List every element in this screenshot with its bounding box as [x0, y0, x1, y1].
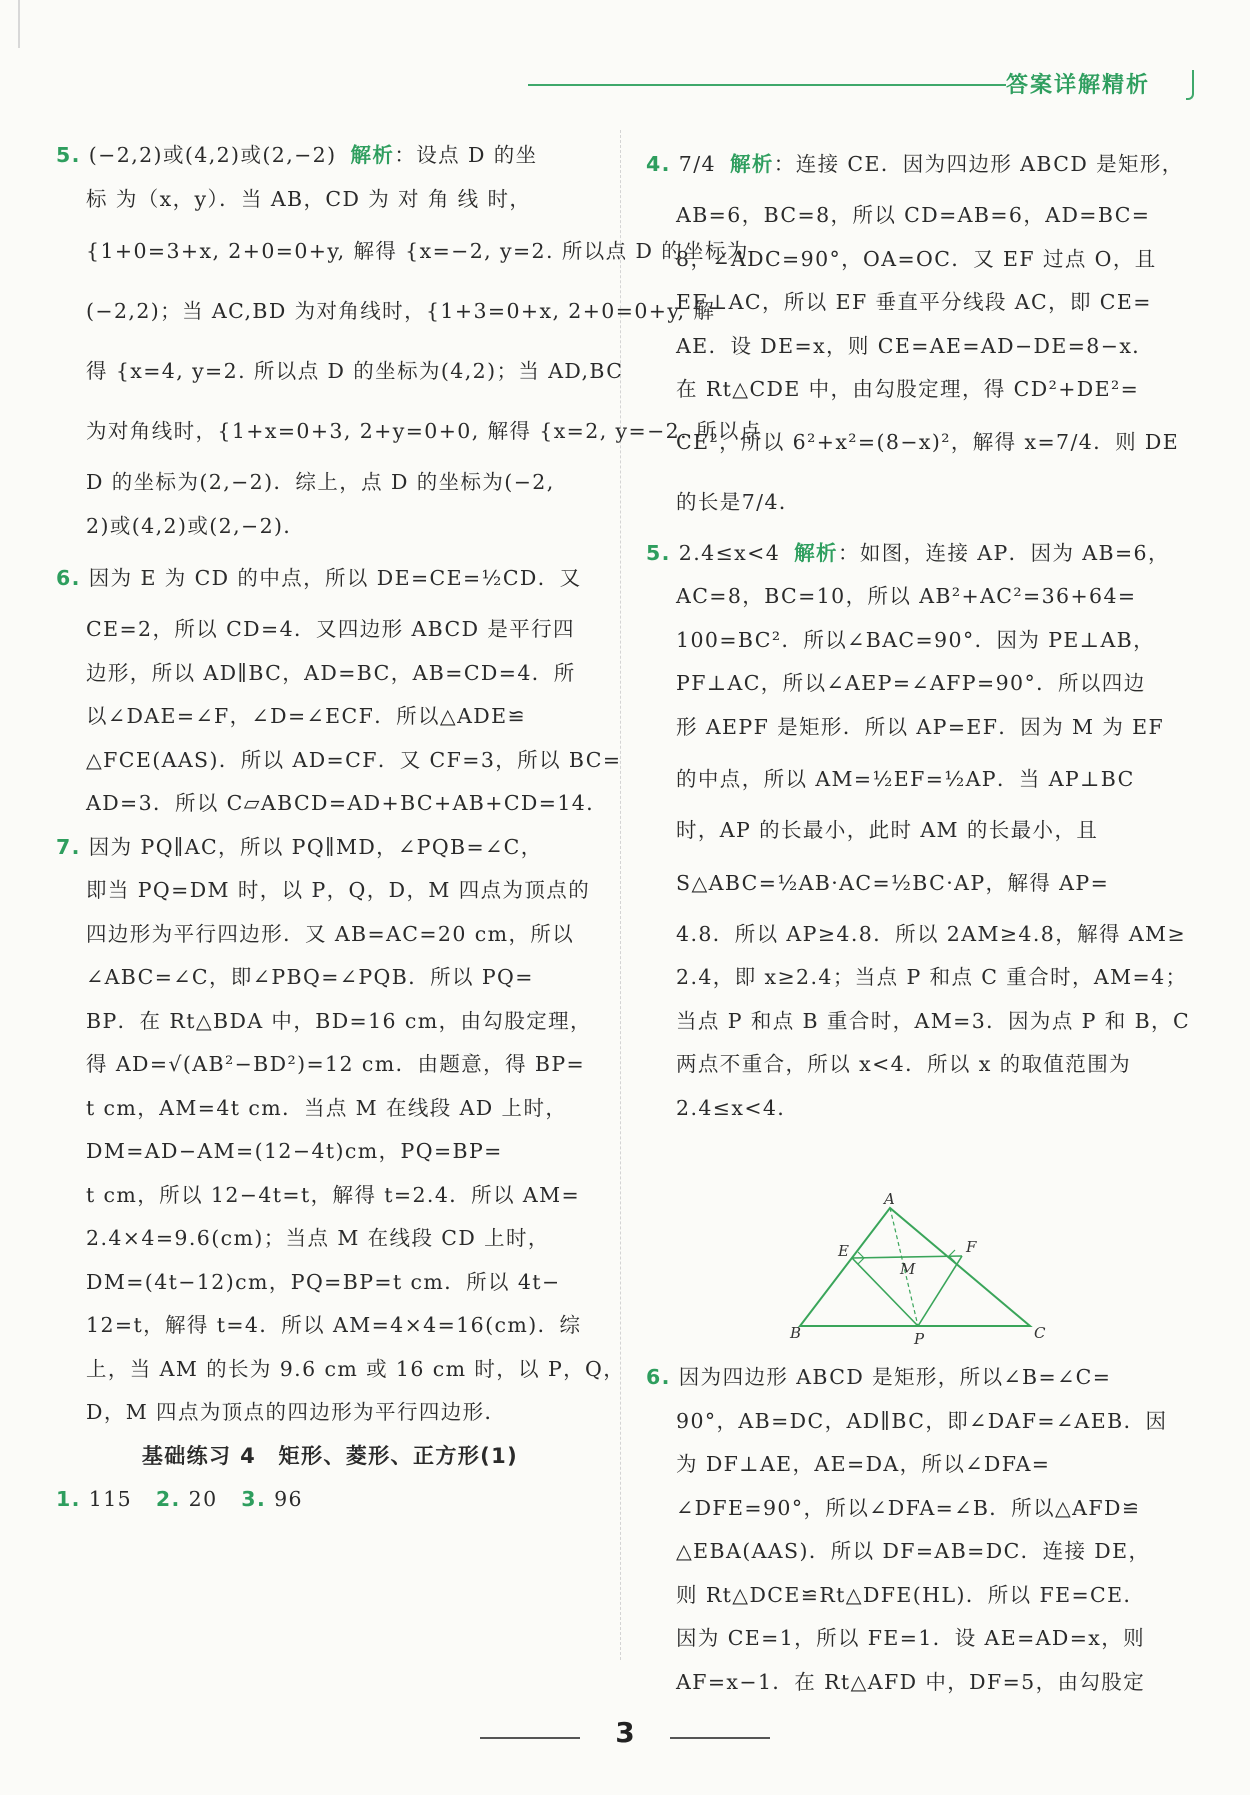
answer-value: 115	[88, 1487, 133, 1511]
text-line: 在 Rt△CDE 中，由勾股定理，得 CD²+DE²=	[676, 377, 1140, 401]
answer-value: 2.4≤x<4	[678, 540, 781, 565]
text-line: 5. 2.4≤x<4 解析：如图，连接 AP．因为 AB=6，	[646, 540, 1170, 565]
triangle-diagram	[790, 1190, 1050, 1348]
text-line: AC=8，BC=10，所以 AB²+AC²=36+64=	[676, 584, 1137, 608]
text-line: 得 AD=√(AB²−BD²)=12 cm．由题意，得 BP=	[86, 1052, 586, 1076]
right-column-bottom	[646, 1356, 1206, 1704]
text-line: 因为 CE=1，所以 FE=1．设 AE=AD=x，则	[676, 1626, 1146, 1650]
text-line: 6. 因为 E 为 CD 的中点，所以 DE=CE=½CD．又	[56, 566, 582, 590]
text-line: 2.4×4=9.6(cm)；当点 M 在线段 CD 上时，	[86, 1226, 550, 1250]
answer-value: 7/4	[678, 152, 716, 176]
label-m: M	[900, 1260, 916, 1278]
label-b: B	[790, 1324, 802, 1342]
text-line: 形 AEPF 是矩形．所以 AP=EF．因为 M 为 EF	[676, 714, 1165, 739]
text-line: 当点 P 和点 B 重合时，AM=3．因为点 P 和 B，C	[676, 1008, 1191, 1033]
question-number: 3.	[241, 1487, 267, 1511]
question-number: 6.	[646, 1365, 671, 1389]
text-line: 100=BC²．所以∠BAC=90°．因为 PE⊥AB，	[676, 627, 1156, 652]
text-line: 边形，所以 AD∥BC，AD=BC，AB=CD=4．所	[86, 660, 576, 685]
page-number: 3	[615, 1716, 635, 1749]
text-line: 7. 因为 PQ∥AC，所以 PQ∥MD，∠PQB=∠C，	[56, 834, 543, 859]
question-number: 1.	[56, 1487, 81, 1511]
text-line: 2)或(4,2)或(2,−2)．	[86, 513, 306, 538]
label-e: E	[838, 1242, 849, 1260]
question-number: 5.	[646, 540, 671, 565]
text-line: 即当 PQ=DM 时，以 P，Q，D，M 四点为顶点的	[86, 878, 591, 902]
segment-ef	[852, 1256, 962, 1258]
text-line: 的长是7/4．	[676, 489, 801, 514]
text-line: {1+0=3+x, 2+0=0+y, 解得 {x=−2, y=2. 所以点 D 的坐标为	[86, 239, 749, 263]
text-line: BP．在 Rt△BDA 中，BD=16 cm，由勾股定理，	[86, 1008, 592, 1033]
text-line: 两点不重合，所以 x<4．所以 x 的取值范围为	[676, 1052, 1131, 1076]
short-answers	[56, 1478, 604, 1522]
question-5-right	[646, 532, 1206, 1131]
text-line: △EBA(AAS)．所以 DF=AB=DC．连接 DE，	[676, 1539, 1151, 1563]
text-line: t cm，所以 12−4t=t，解得 t=2.4．所以 AM=	[86, 1182, 581, 1207]
text-line: CE²，所以 6²+x²=(8−x)²，解得 x=7/4．则 DE	[676, 429, 1180, 454]
label-p: P	[914, 1330, 925, 1348]
header-title: 答案详解精析	[1006, 73, 1151, 98]
text-line: 4. 7/4 解析：连接 CE．因为四边形 ABCD 是矩形，	[646, 152, 1184, 176]
text-line: D，M 四点为顶点的四边形为平行四边形．	[86, 1400, 507, 1424]
label-c: C	[1034, 1324, 1046, 1342]
text-line: AB=6，BC=8，所以 CD=AB=6，AD=BC=	[676, 203, 1151, 227]
text-line: EF⊥AC，所以 EF 垂直平分线段 AC，即 CE=	[676, 290, 1152, 314]
text-line: DM=AD−AM=(12−4t)cm，PQ=BP=	[86, 1139, 503, 1163]
question-number: 2.	[155, 1487, 181, 1511]
text-line: 则 Rt△DCE≌Rt△DFE(HL)．所以 FE=CE．	[676, 1582, 1146, 1607]
footer-rule-left	[480, 1737, 580, 1739]
analysis-label: 解析	[350, 143, 395, 167]
analysis-label: 解析	[794, 540, 838, 565]
text-line: AF=x−1．在 Rt△AFD 中，DF=5，由勾股定	[676, 1669, 1146, 1694]
text-line: PF⊥AC，所以∠AEP=∠AFP=90°．所以四边	[676, 671, 1146, 695]
text-line: 为对角线时，{1+x=0+3, 2+y=0+0, 解得 {x=2, y=−2. 所以点	[86, 419, 762, 443]
header-rule	[528, 84, 1006, 86]
text-line: 8，∠ADC=90°，OA=OC．又 EF 过点 O，且	[676, 246, 1157, 271]
question-number: 6.	[56, 566, 81, 590]
text-line: (−2,2)；当 AC,BD 为对角线时，{1+3=0+x, 2+0=0+y, 解	[86, 299, 716, 323]
text-line: 的中点，所以 AM=½EF=½AP．当 AP⊥BC	[676, 767, 1135, 791]
text-line: CE=2，所以 CD=4．又四边形 ABCD 是平行四	[86, 617, 575, 641]
text-line: 12=t，解得 t=4．所以 AM=4×4=16(cm)．综	[86, 1313, 582, 1337]
text-line: 5. (−2,2)或(4,2)或(2,−2) 解析：设点 D 的坐	[56, 143, 538, 167]
text-line: DM=(4t−12)cm，PQ=BP=t cm．所以 4t−	[86, 1269, 561, 1294]
text-line: AD=3．所以 C▱ABCD=AD+BC+AB+CD=14．	[86, 791, 609, 815]
page-edge-mark	[18, 0, 20, 48]
right-column	[646, 134, 1206, 1130]
text-line: AE．设 DE=x，则 CE=AE=AD−DE=8−x．	[676, 333, 1155, 358]
text-line: 得 {x=4, y=2. 所以点 D 的坐标为(4,2)；当 AD,BC	[86, 359, 624, 383]
label-a: A	[884, 1190, 895, 1208]
answer-value: 20	[188, 1487, 218, 1511]
text-line: 为 DF⊥AE，AE=DA，所以∠DFA=	[676, 1452, 1051, 1476]
question-number: 7.	[56, 834, 81, 859]
question-6-right	[646, 1356, 1206, 1704]
text-line: 四边形为平行四边形．又 AB=AC=20 cm，所以	[86, 921, 575, 946]
text-line: S△ABC=½AB·AC=½BC·AP，解得 AP=	[676, 870, 1110, 895]
text-line: 上，当 AM 的长为 9.6 cm 或 16 cm 时，以 P，Q，	[86, 1356, 626, 1381]
segment-pf	[918, 1256, 962, 1326]
text-line: 标 为（x，y）．当 AB，CD 为 对 角 线 时，	[86, 186, 532, 211]
text-line: ∠ABC=∠C，即∠PBQ=∠PQB．所以 PQ=	[86, 965, 534, 989]
text-line: ∠DFE=90°，所以∠DFA=∠B．所以△AFD≌	[676, 1495, 1141, 1520]
geometry-figure	[790, 1190, 1050, 1348]
question-6-left	[56, 548, 622, 826]
question-number: 5.	[56, 143, 81, 167]
text-line: 时，AP 的长最小，此时 AM 的长最小，且	[676, 818, 1099, 842]
text-line: △FCE(AAS)．所以 AD=CF．又 CF=3，所以 BC=	[86, 747, 622, 772]
text-line: 4.8．所以 AP≥4.8．所以 2AM≥4.8，解得 AM≥	[676, 921, 1187, 946]
question-number: 4.	[646, 152, 671, 176]
header-bracket	[1186, 70, 1194, 100]
text-line: t cm，AM=4t cm．当点 M 在线段 AD 上时，	[86, 1095, 568, 1120]
question-4-right	[646, 134, 1206, 532]
text-line: D 的坐标为(2,−2)．综上，点 D 的坐标为(−2,	[86, 470, 555, 494]
answer-value: 96	[274, 1487, 303, 1511]
section-title: 基础练习 4 矩形、菱形、正方形(1)	[141, 1443, 519, 1468]
text-line: 以∠DAE=∠F，∠D=∠ECF．所以△ADE≌	[86, 704, 527, 728]
footer-rule-right	[670, 1737, 770, 1739]
question-7-left	[56, 826, 626, 1435]
text-line: 2.4≤x<4．	[676, 1095, 800, 1120]
text-line: 90°，AB=DC，AD∥BC，即∠DAF=∠AEB．因	[676, 1408, 1168, 1433]
analysis-label: 解析	[729, 152, 774, 176]
label-f: F	[966, 1238, 977, 1256]
text-line: 2.4，即 x≥2.4；当点 P 和点 C 重合时，AM=4；	[676, 965, 1188, 989]
text-line: 6. 因为四边形 ABCD 是矩形，所以∠B=∠C=	[646, 1365, 1112, 1389]
